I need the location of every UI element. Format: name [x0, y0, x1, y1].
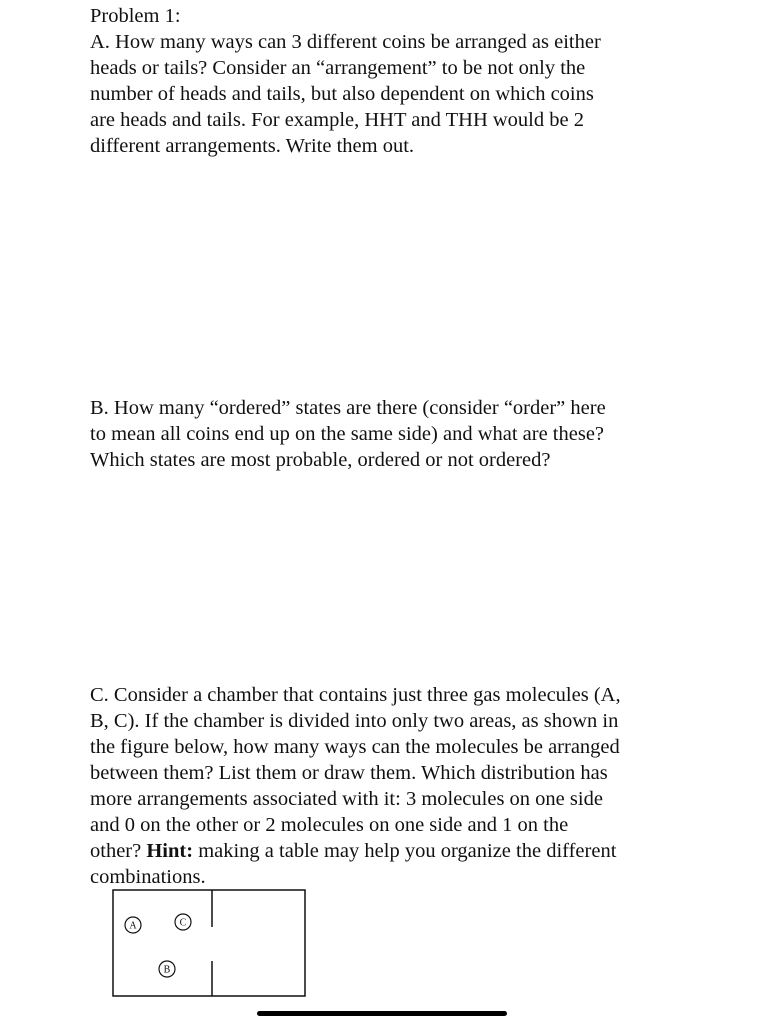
- molecule-a: [125, 917, 141, 933]
- part-b-line: B. How many “ordered” states are there (consider “order” here: [90, 397, 606, 419]
- part-c-line: and 0 on the other or 2 molecules on one side and 1 on the: [90, 814, 569, 836]
- hint-prefix-text: other?: [90, 840, 147, 862]
- part-c-hint-line: [90, 838, 690, 864]
- hint-text: making a table may help you organize the different: [193, 840, 617, 862]
- molecule-a-label: A: [129, 920, 137, 932]
- chamber-outline: [113, 890, 305, 996]
- part-c-line: the figure below, how many ways can the molecules be arranged: [90, 736, 620, 758]
- part-a-line: A. How many ways can 3 different coins be arranged as either: [90, 31, 601, 53]
- molecule-b: [159, 961, 175, 977]
- part-c-line: between them? List them or draw them. Which distribution has: [90, 762, 608, 784]
- part-a-line: number of heads and tails, but also dependent on which coins: [90, 83, 594, 105]
- part-b-line: Which states are most probable, ordered or not ordered?: [90, 449, 551, 471]
- part-c-line: C. Consider a chamber that contains just three gas molecules (A,: [90, 684, 621, 706]
- part-a-line: heads or tails? Consider an “arrangement” to be not only the: [90, 57, 586, 79]
- part-a-question: [90, 29, 690, 159]
- part-a-line: different arrangements. Write them out.: [90, 135, 415, 157]
- part-a-line: are heads and tails. For example, HHT and THH would be 2: [90, 109, 584, 131]
- part-b-line: to mean all coins end up on the same side) and what are these?: [90, 423, 605, 445]
- hint-label: Hint:: [146, 840, 194, 862]
- chamber-figure: [112, 889, 306, 997]
- part-b-question: [90, 395, 690, 473]
- molecule-b-label: B: [163, 964, 171, 976]
- part-c-line: more arrangements associated with it: 3 molecules on one side: [90, 788, 603, 810]
- home-indicator-bar[interactable]: [257, 1011, 507, 1016]
- problem-title: Problem 1:: [90, 5, 181, 27]
- part-c-line: B, C). If the chamber is divided into only two areas, as shown in: [90, 710, 619, 732]
- part-c-line: combinations.: [90, 866, 206, 888]
- molecule-c-label: C: [179, 917, 187, 929]
- part-c-question: [90, 682, 690, 890]
- molecule-c: [175, 914, 191, 930]
